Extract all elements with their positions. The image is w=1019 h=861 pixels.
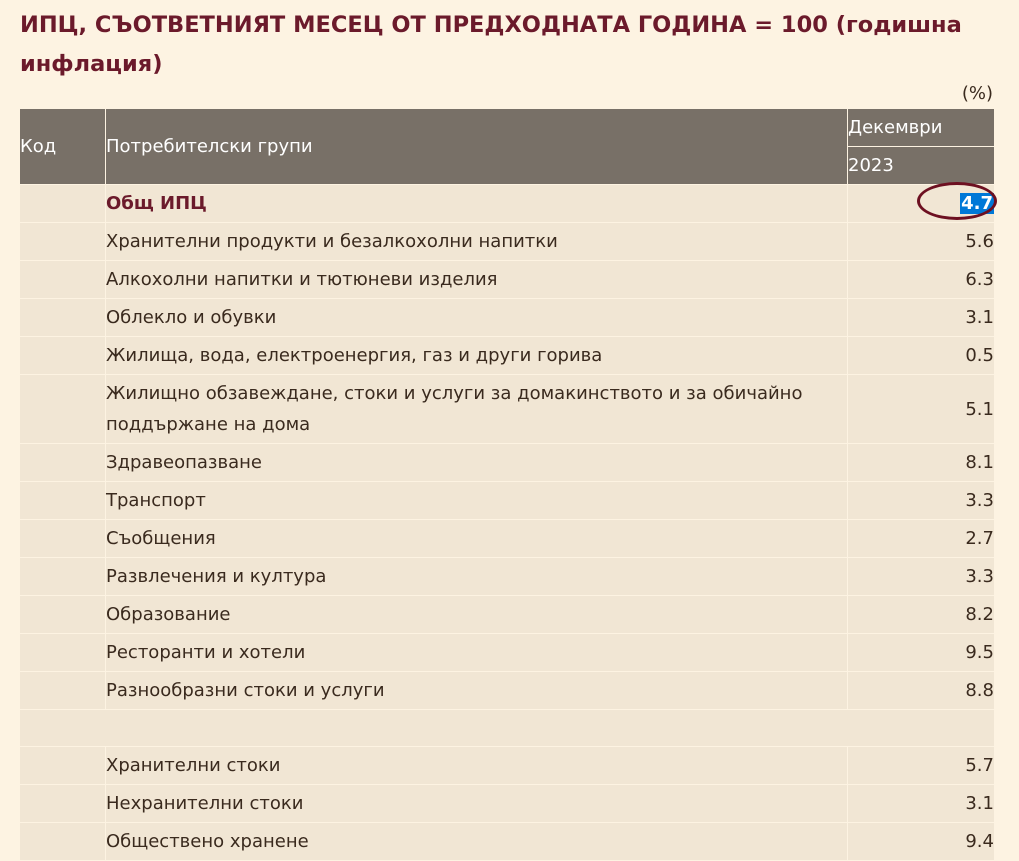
row-label: Жилища, вода, електроенергия, газ и други горива	[106, 337, 848, 375]
row-label: Алкохолни напитки и тютюневи изделия	[106, 261, 848, 299]
row-code	[20, 185, 106, 223]
table-row-total	[20, 185, 995, 223]
row-code	[20, 444, 106, 482]
row-code	[20, 337, 106, 375]
row-code	[20, 482, 106, 520]
table-row	[20, 785, 995, 823]
row-code	[20, 520, 106, 558]
row-value: 8.1	[848, 444, 995, 482]
row-label: Образование	[106, 596, 848, 634]
row-value: 6.3	[848, 261, 995, 299]
row-code	[20, 634, 106, 672]
selected-value-highlight[interactable]: 4.7	[961, 193, 993, 214]
cpi-table	[19, 108, 995, 861]
table-row	[20, 482, 995, 520]
row-value: 3.3	[848, 558, 995, 596]
row-code	[20, 672, 106, 710]
row-label: Транспорт	[106, 482, 848, 520]
row-code	[20, 785, 106, 823]
row-value: 5.6	[848, 223, 995, 261]
row-value: 8.2	[848, 596, 995, 634]
table-row	[20, 520, 995, 558]
column-header-groups: Потребителски групи	[106, 109, 848, 185]
row-code	[20, 375, 106, 444]
row-label: Общ ИПЦ	[106, 185, 848, 223]
table-row	[20, 261, 995, 299]
row-label: Здравеопазване	[106, 444, 848, 482]
row-label: Облекло и обувки	[106, 299, 848, 337]
row-label: Ресторанти и хотели	[106, 634, 848, 672]
row-value: 3.3	[848, 482, 995, 520]
spacer-cell	[20, 710, 995, 747]
row-code	[20, 823, 106, 861]
table-row	[20, 337, 995, 375]
table-row	[20, 747, 995, 785]
row-label: Обществено хранене	[106, 823, 848, 861]
unit-label: (%)	[961, 83, 993, 104]
table-row	[20, 375, 995, 444]
row-code	[20, 299, 106, 337]
row-value: 5.7	[848, 747, 995, 785]
row-value: 2.7	[848, 520, 995, 558]
row-value: 3.1	[848, 299, 995, 337]
row-label: Разнообразни стоки и услуги	[106, 672, 848, 710]
row-label: Хранителни продукти и безалкохолни напитки	[106, 223, 848, 261]
row-label: Нехранителни стоки	[106, 785, 848, 823]
row-code	[20, 747, 106, 785]
row-value: 0.5	[848, 337, 995, 375]
row-value: 5.1	[848, 375, 995, 444]
row-value: 9.5	[848, 634, 995, 672]
row-label: Жилищно обзавеждане, стоки и услуги за домакинството и за обичайно поддържане на дома	[106, 375, 848, 444]
table-row	[20, 558, 995, 596]
column-header-month: Декември	[848, 109, 995, 147]
row-code	[20, 223, 106, 261]
row-label: Хранителни стоки	[106, 747, 848, 785]
column-header-code: Код	[20, 109, 106, 185]
table-row	[20, 823, 995, 861]
row-value: 9.4	[848, 823, 995, 861]
row-label: Съобщения	[106, 520, 848, 558]
table-row	[20, 634, 995, 672]
row-value: 8.8	[848, 672, 995, 710]
table-row	[20, 444, 995, 482]
table-row	[20, 299, 995, 337]
row-value: 3.1	[848, 785, 995, 823]
row-value[interactable]	[848, 185, 995, 223]
page-title: ИПЦ, СЪОТВЕТНИЯТ МЕСЕЦ ОТ ПРЕДХОДНАТА ГОДИНА = 100 (годишна инфлация)	[20, 12, 962, 77]
table-spacer-row	[20, 710, 995, 747]
row-label: Развлечения и култура	[106, 558, 848, 596]
table-row	[20, 223, 995, 261]
table-row	[20, 596, 995, 634]
column-header-year: 2023	[848, 147, 995, 185]
table-row	[20, 672, 995, 710]
row-code	[20, 558, 106, 596]
row-code	[20, 261, 106, 299]
row-code	[20, 596, 106, 634]
